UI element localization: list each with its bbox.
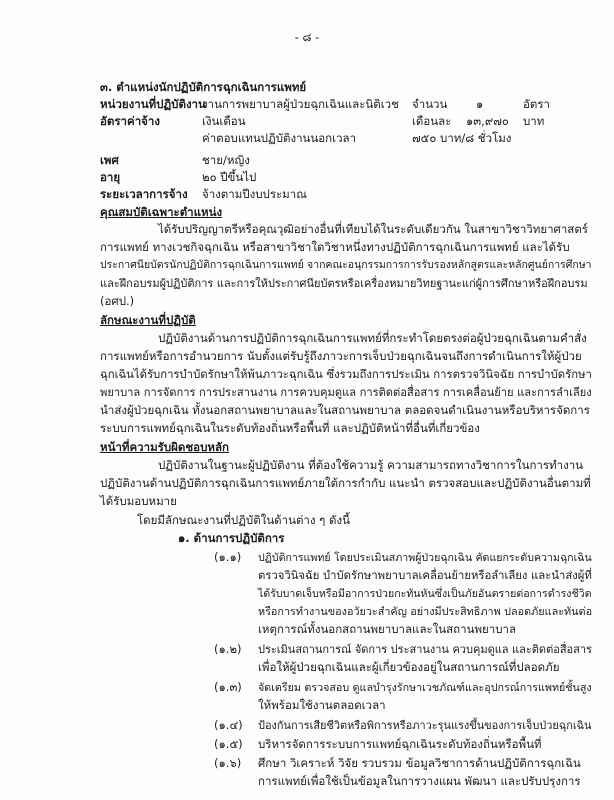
- count-value: ๑: [476, 97, 484, 111]
- qualification-line: และฝึกอบรมผู้ปฏิบัติการ และการให้ประกาศนียบัตรหรือเครื่องหมายวิทยฐานะแก่ผู้การศึกษาหรือฝึกอบรม: [100, 277, 588, 290]
- qualification-line: (อศป.): [100, 294, 135, 308]
- unit-value: งานการพยาบาลผู้ป่วยฉุกเฉินและนิติเวช: [202, 97, 399, 111]
- job-nature-heading: ลักษณะงานที่ปฏิบัติ: [100, 313, 196, 327]
- period-label: ระยะเวลาการจ้าง: [100, 187, 188, 201]
- item-line: จัดเตรียม ตรวจสอบ ดูแลบำรุงรักษาเวชภัณฑ์และอุปกรณ์การแพทย์ชั้นสูง: [258, 681, 592, 694]
- item-line: ป้องกันการเสียชีวิตหรือพิการหรือภาวะรุนแรงขึ้นของการเจ็บป่วยฉุกเฉิน: [258, 719, 592, 732]
- age-value: ๒๐ ปีขึ้นไป: [202, 170, 257, 184]
- overtime-label: ค่าตอบแทนปฏิบัติงานนอกเวลา: [202, 131, 357, 145]
- item-line: ได้รับบาดเจ็บหรือมีอาการป่วยกะทันหันซึ่งเป็นภัยอันตรายต่อการดำรงชีวิต: [258, 587, 592, 600]
- duties-heading: หน้าที่ความรับผิดชอบหลัก: [100, 440, 229, 454]
- period-value: จ้างตามปีงบประมาณ: [202, 187, 307, 201]
- item-line: บริหารจัดการระบบการแพทย์ฉุกเฉินระดับท้องถิ่นหรือพื้นที่: [258, 737, 542, 751]
- item-number: (๑.๔): [214, 718, 243, 732]
- overtime-value: ๗๕๐ บาท/๘ ชั่วโมง: [412, 131, 512, 145]
- count-label: จำนวน: [412, 97, 448, 111]
- salary-prefix: เดือนละ: [412, 114, 452, 128]
- qualification-line: การแพทย์ ทางเวชกิจฉุกเฉิน หรือสาขาวิชาใดวิชาหนึ่งทางปฏิบัติการฉุกเฉินการแพทย์ และได้รับ: [100, 240, 570, 254]
- duties-intro: โดยมีลักษณะงานที่ปฏิบัติในด้านต่าง ๆ ดังนี้: [137, 513, 350, 527]
- item-number: (๑.๒): [214, 642, 242, 656]
- item-number: (๑.๖): [214, 756, 242, 770]
- qualification-heading: คุณสมบัติเฉพาะตำแหน่ง: [100, 205, 223, 219]
- qualification-line: ได้รับปริญญาตรีหรือคุณวุฒิอย่างอื่นที่เทียบได้ในระดับเดียวกัน ในสาขาวิชาวิทยาศาสตร์: [158, 222, 588, 236]
- item-number: (๑.๕): [214, 737, 243, 751]
- job-nature-line: พยาบาล การจัดการ การประสานงาน การควบคุมดูแล การติดต่อสื่อสาร การเคลื่อนย้าย และการลำเลียง: [100, 386, 592, 399]
- unit-label: หน่วยงานที่ปฏิบัติงาน: [100, 97, 206, 111]
- salary-unit: บาท: [523, 114, 545, 128]
- item-line: ตรวจวินิจฉัย บำบัดรักษาพยาบาลเคลื่อนย้ายหรือลำเลียง และนำส่งผู้ที่: [258, 569, 592, 582]
- salary-label: เงินเดือน: [202, 114, 246, 128]
- job-nature-line: นำส่งผู้ป่วยฉุกเฉิน ทั้งนอกสถานพยาบาลและในสถานพยาบาล ตลอดจนดำเนินงานหรือบริหารจัดการ: [100, 403, 590, 417]
- item-line: เพื่อให้ผู้ป่วยฉุกเฉินและผู้เกี่ยวข้องอยู่ในสถานการณ์ที่ปลอดภัย: [258, 660, 560, 674]
- duties-line: ได้รับมอบหมาย: [100, 494, 177, 508]
- job-nature-line: ฉุกเฉินได้รับการบำบัดรักษาให้พ้นภาวะฉุกเฉิน ซึ่งรวมถึงการประเมิน การตรวจวินิจฉัย การบำบัดรักษา: [100, 367, 592, 381]
- item-line: ให้พร้อมใช้งานตลอดเวลา: [258, 698, 386, 712]
- salary-value: ๑๓,๙๗๐: [466, 114, 509, 128]
- item-line: เหตุการณ์ทั้งนอกสถานพยาบาลและในสถานพยาบาล: [258, 622, 517, 636]
- item-number: (๑.๑): [214, 550, 242, 564]
- count-unit: อัตรา: [523, 97, 551, 111]
- item-line: หรือการทำงานของอวัยวะสำคัญ อย่างมีประสิทธิภาพ ปลอดภัยและทันต่อ: [258, 605, 593, 618]
- duties-line: ปฏิบัติงานในฐานะผู้ปฏิบัติงาน ที่ต้องใช้ความรู้ ความสามารถทางวิชาการในการทำงาน: [158, 458, 584, 472]
- job-nature-line: ปฏิบัติงานด้านการปฏิบัติการฉุกเฉินการแพทย์ที่กระทำโดยตรงต่อผู้ป่วยฉุกเฉินตามคำสั่ง: [158, 331, 587, 345]
- wage-label: อัตราค่าจ้าง: [100, 114, 160, 128]
- position-heading: ๓. ตำแหน่งนักปฏิบัติการฉุกเฉินการแพทย์: [100, 80, 307, 94]
- qualification-line: ประกาศนียบัตรนักปฏิบัติการฉุกเฉินการแพทย์ จากคณะอนุกรรมการการรับรองหลักสูตรและหลักศูนย์การศึกษา: [100, 259, 592, 271]
- job-nature-line: การแพทย์หรือการอำนวยการ นับตั้งแต่รับรู้ถึงภาวะการเจ็บป่วยฉุกเฉินจนถึงการดำเนินการให้ผู้ป่วย: [100, 349, 582, 363]
- item-number: (๑.๓): [214, 680, 242, 694]
- sex-label: เพศ: [100, 153, 119, 167]
- item-line: ศึกษา วิเคราะห์ วิจัย รวบรวม ข้อมูลวิชาการด้านปฏิบัติการฉุกเฉิน: [258, 756, 581, 770]
- item-line: ประเมินสถานการณ์ จัดการ ประสานงาน ควบคุมดูแล และติดต่อสื่อสาร: [258, 643, 592, 656]
- item-line: ปฏิบัติการแพทย์ โดยประเมินสภาพผู้ป่วยฉุกเฉิน คัดแยกระดับความฉุกเฉิน: [258, 551, 592, 564]
- item-line: การแพทย์เพื่อใช้เป็นข้อมูลในการวางแผน พัฒนา และปรับปรุงการ: [258, 774, 581, 788]
- section-title: ๑. ด้านการปฏิบัติการ: [178, 531, 285, 545]
- page-number: - ๘ -: [294, 30, 320, 44]
- job-nature-line: ระบบการแพทย์ฉุกเฉินในระดับท้องถิ่นหรือพื้นที่ และปฏิบัติหน้าที่อื่นที่เกี่ยวข้อง: [100, 421, 480, 435]
- sex-value: ชาย/หญิง: [202, 153, 250, 167]
- duties-line: ปฏิบัติงานด้านปฏิบัติการฉุกเฉินการแพทย์ภายใต้การกำกับ แนะนำ ตรวจสอบและปฏิบัติงานอื่นตามที่: [100, 476, 591, 490]
- age-label: อายุ: [100, 170, 121, 184]
